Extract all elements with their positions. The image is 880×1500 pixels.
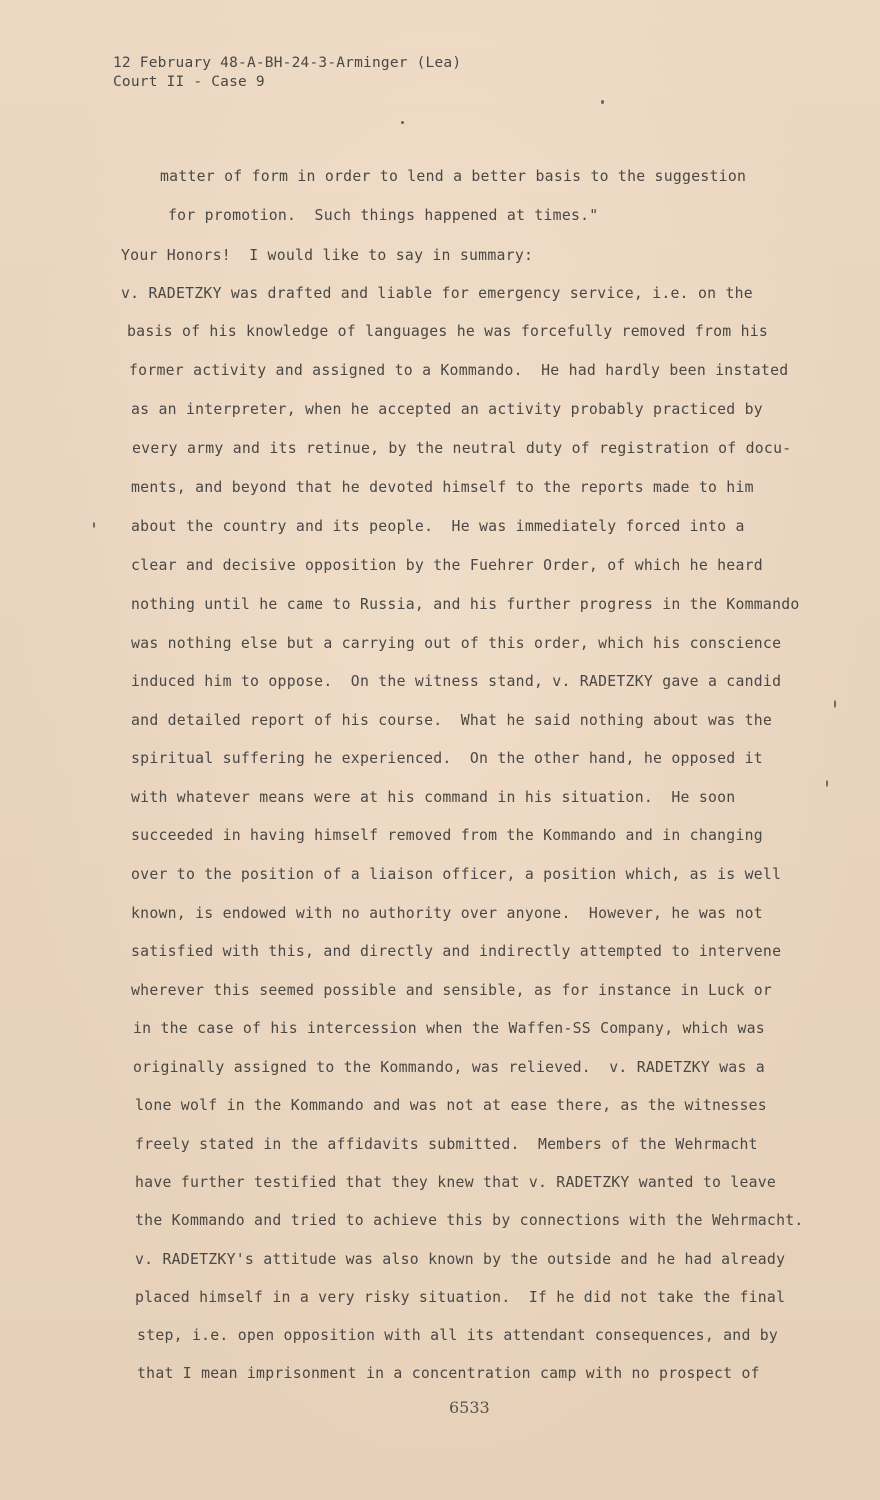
body-text-line: ments, and beyond that he devoted himself to the reports made to him (131, 479, 754, 496)
body-text-line: placed himself in a very risky situation. If he did not take the final (135, 1289, 786, 1306)
body-text-line: that I mean imprisonment in a concentration camp with no prospect of (137, 1365, 760, 1382)
body-text-line: v. RADETZKY was drafted and liable for emergency service, i.e. on the (121, 285, 753, 302)
body-text-line: nothing until he came to Russia, and his further progress in the Kommando (131, 596, 800, 613)
body-text-line: satisfied with this, and directly and indirectly attempted to intervene (131, 943, 782, 960)
page-number: 6533 (449, 1398, 490, 1417)
body-text-line: Your Honors! I would like to say in summary: (121, 247, 534, 264)
ink-speck (601, 100, 604, 104)
ink-speck (401, 121, 404, 124)
body-text-line: every army and its retinue, by the neutral duty of registration of docu- (132, 440, 792, 457)
body-text-line: basis of his knowledge of languages he was forcefully removed from his (127, 323, 769, 340)
body-text-line: freely stated in the affidavits submitted. Members of the Wehrmacht (135, 1136, 758, 1153)
body-text-line: lone wolf in the Kommando and was not at ease there, as the witnesses (135, 1097, 767, 1114)
body-text-line: spiritual suffering he experienced. On the other hand, he opposed it (131, 750, 763, 767)
body-text-line: known, is endowed with no authority over anyone. However, he was not (131, 905, 763, 922)
body-text-line: wherever this seemed possible and sensible, as for instance in Luck or (131, 982, 773, 999)
body-text-line: induced him to oppose. On the witness stand, v. RADETZKY gave a candid (131, 673, 782, 690)
body-text-line: succeeded in having himself removed from the Kommando and in changing (131, 827, 763, 844)
body-text-line: about the country and its people. He was immediately forced into a (131, 518, 745, 535)
body-text-line: v. RADETZKY's attitude was also known by the outside and he had already (135, 1251, 786, 1268)
body-text-line: clear and decisive opposition by the Fuehrer Order, of which he heard (131, 557, 763, 574)
body-text-line: former activity and assigned to a Kommando. He had hardly been instated (129, 362, 789, 379)
body-text-line: was nothing else but a carrying out of this order, which his conscience (131, 635, 782, 652)
body-text-line: over to the position of a liaison officer, a position which, as is well (131, 866, 782, 883)
body-text-line: step, i.e. open opposition with all its attendant consequences, and by (137, 1327, 779, 1344)
header-case-reference: 12 February 48-A-BH-24-3-Arminger (Lea) (113, 55, 462, 71)
header-court: Court II - Case 9 (113, 74, 265, 90)
body-text-line: the Kommando and tried to achieve this by connections with the Wehrmacht. (135, 1212, 804, 1229)
body-text-line: as an interpreter, when he accepted an activity probably practiced by (131, 401, 763, 418)
body-text-line: with whatever means were at his command in his situation. He soon (131, 789, 736, 806)
body-text-line: in the case of his intercession when the Waffen-SS Company, which was (133, 1020, 765, 1037)
body-text-line: matter of form in order to lend a better basis to the suggestion (160, 168, 747, 185)
body-text-line: have further testified that they knew that v. RADETZKY wanted to leave (135, 1174, 777, 1191)
document-header (113, 54, 461, 92)
ink-speck (834, 700, 836, 708)
body-text-line: originally assigned to the Kommando, was relieved. v. RADETZKY was a (133, 1059, 765, 1076)
body-text-line: and detailed report of his course. What he said nothing about was the (131, 712, 773, 729)
body-text-line: for promotion. Such things happened at times." (168, 207, 599, 224)
ink-speck (93, 522, 95, 528)
ink-speck (826, 780, 828, 787)
